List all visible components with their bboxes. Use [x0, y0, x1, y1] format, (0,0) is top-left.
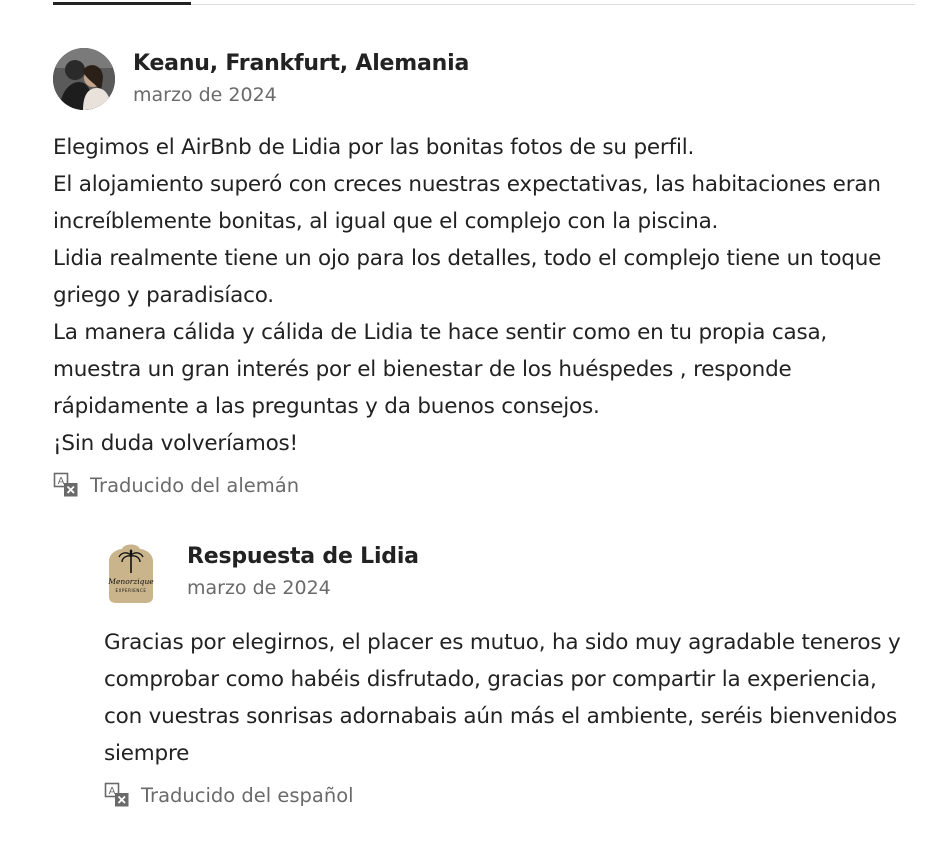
- response-date: marzo de 2024: [187, 577, 331, 599]
- review-header: [53, 47, 915, 111]
- review-paragraph: El alojamiento superó con creces nuestras expectativas, las habitaciones eran increíblemente bonitas, al igual que el complejo con la piscina.: [53, 172, 881, 234]
- review-paragraph: Lidia realmente tiene un ojo para los detalles, todo el complejo tiene un toque griego y paradisíaco.: [53, 246, 882, 308]
- svg-text:A: A: [57, 476, 65, 487]
- translation-label: Traducido del alemán: [90, 473, 300, 497]
- user-photo-icon: [53, 48, 115, 110]
- logo-script-text: Menorzique: [108, 577, 154, 586]
- response-title: Respuesta de Lidia: [187, 544, 419, 569]
- guest-review: [53, 47, 915, 500]
- host-response: [104, 540, 914, 810]
- review-meta: [133, 49, 469, 109]
- host-logo-icon: [104, 539, 158, 605]
- response-header: [104, 540, 914, 604]
- review-paragraph: Elegimos el AirBnb de Lidia por las bonitas fotos de su perfil.: [53, 135, 695, 160]
- translation-label: Traducido del español: [141, 783, 354, 807]
- response-text: Gracias por elegirnos, el placer es mutuo, ha sido muy agradable teneros y comprobar como habéis disfrutado, gracias por compartir la experiencia, con vuestras sonrisas adornabais aún más el ambiente, seréis bienvenidos siempre: [104, 630, 901, 766]
- active-tab-indicator: [53, 2, 191, 5]
- review-date: marzo de 2024: [133, 84, 277, 106]
- review-paragraph: La manera cálida y cálida de Lidia te hace sentir como en tu propia casa, muestra un gran interés por el bienestar de los huéspedes , responde rápidamente a las preguntas y da buenos consejos.: [53, 320, 828, 419]
- logo-subtext: EXPERIENCE: [115, 588, 147, 593]
- reviewer-name: Keanu, Frankfurt, Alemania: [133, 51, 470, 76]
- review-paragraph: ¡Sin duda volveríamos!: [53, 431, 298, 456]
- translation-note[interactable]: [53, 470, 915, 500]
- translate-icon: [104, 782, 130, 808]
- review-text: [53, 129, 915, 462]
- host-avatar[interactable]: [104, 539, 158, 605]
- avatar[interactable]: [53, 48, 115, 110]
- translate-icon: [53, 472, 79, 498]
- response-meta: [187, 542, 419, 602]
- svg-text:A: A: [108, 786, 116, 797]
- response-translation-note[interactable]: [104, 780, 914, 810]
